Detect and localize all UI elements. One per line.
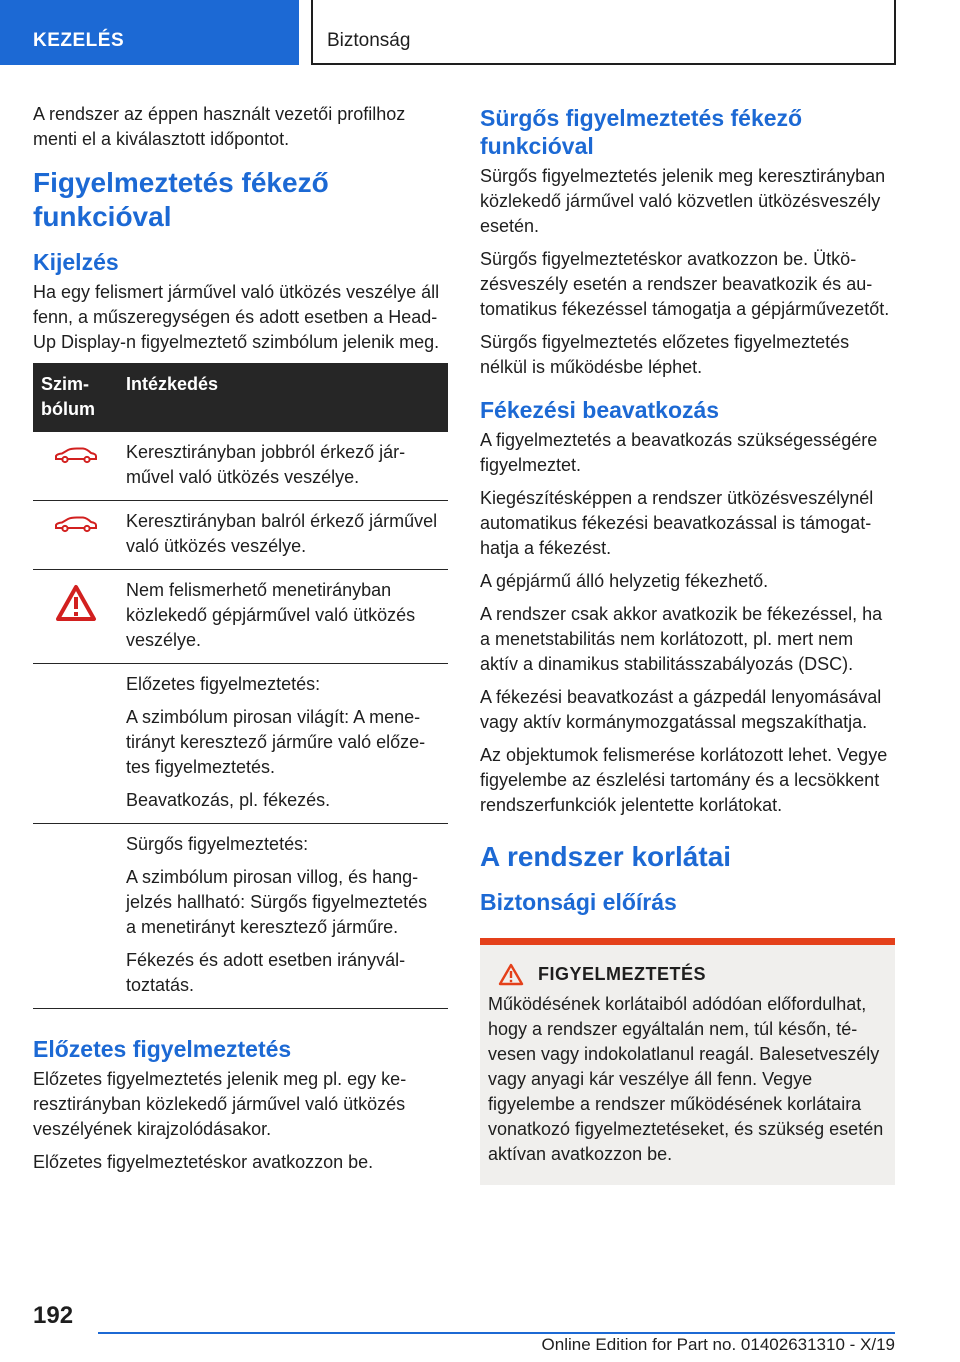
footer-edition: Online Edition for Part no. 01402631310 - X/19 (541, 1335, 895, 1354)
heading-system-limits: A rendszer korlátai (480, 841, 732, 872)
table-cell-text: Előzetes figyelmeztetés: (126, 674, 321, 694)
table-row (33, 570, 448, 664)
brake-paragraph-3: A gépjármű álló helyzetig fékezhető. (480, 571, 769, 591)
table-header-row (33, 363, 448, 432)
warning-triangle-icon (55, 584, 97, 622)
table-row (33, 501, 448, 570)
brake-paragraph-2: Kiegészítésképpen a rendszer ütközésveszélynél automatikus fékezési beavatkozással is támogathatja a fékezést. (480, 488, 874, 558)
heading-urgent-warning: Sürgős figyelmeztetés fékező funkcióval (480, 105, 803, 159)
table-cell-text: Fékezés és adott esetben irányváltoztatás. (126, 950, 406, 995)
section-tab: KEZELÉS (0, 0, 299, 65)
warning-box (480, 938, 895, 1185)
brake-paragraph-6: Az objektumok felismerése korlátozott lehet. Vegye figyelembe az észlelési tartomány és a lecsökkent rendszerfunkciók jelentette korlátokat. (480, 745, 888, 815)
intro-paragraph: A rendszer az éppen használt vezetői profilhoz menti el a kiválasztott időpontot. (33, 104, 406, 149)
car-left-icon (53, 515, 99, 533)
brake-paragraph-5: A fékezési beavatkozást a gázpedál lenyomásával vagy aktív kormánymozgatással megszakíthatja. (480, 687, 882, 732)
table-cell-text: A szimbólum pirosan villog, és hangjelzés hallható: Sürgős figyelmeztetés a menetirányt keresztező járműre. (126, 867, 428, 937)
warning-triangle-icon (498, 963, 524, 986)
brake-paragraph-1: A figyelmeztetés a beavatkozás szükségességére figyelmeztet. (480, 430, 878, 475)
table-header-symbol: Szimbólum (33, 363, 118, 432)
urgent-paragraph-1: Sürgős figyelmeztetés jelenik meg keresztirányban közlekedő járművel való közvetlen ütközésveszély esetén. (480, 166, 886, 236)
car-right-icon (53, 446, 99, 464)
display-paragraph: Ha egy felismert járművel való ütközés veszélye áll fenn, a műszeregységen és adott esetben a Head-Up Display-n figyelmeztető szimbólum jelenik meg. (33, 282, 440, 352)
heading-warning-braking: Figyelmeztetés fékező funkcióval (33, 167, 329, 232)
brake-paragraph-4: A rendszer csak akkor avatkozik be fékezéssel, ha a menetstabilitás nem korlátozott, pl. mert nem aktív a dinamikus stabilitásszabályozás (DSC). (480, 604, 883, 674)
right-column (480, 102, 895, 1185)
heading-brake-intervention: Fékezési beavatkozás (480, 397, 720, 423)
left-column (33, 102, 448, 1183)
topic-header: Biztonság (311, 0, 896, 65)
heading-safety-note: Biztonsági előírás (480, 889, 677, 915)
footer-divider (98, 1332, 895, 1334)
table-cell-text: Keresztirányban jobbról érkező járművel való ütközés veszélye. (126, 442, 406, 487)
page-number: 192 (33, 1302, 74, 1329)
warning-text: Működésének korlátaiból adódóan előfordulhat, hogy a rendszer egyáltalán nem, túl későn, tévesen vagy indokolatlanul reagál. Balesetveszély vagy anyagi kár veszélye áll fenn. Vegye figyelembe a rendszer működésének korlátaira vonatkozó figyelmeztetéseket, és szükség esetén aktívan avatkozzon be. (488, 994, 884, 1164)
heading-pre-warning: Előzetes figyelmeztetés (33, 1036, 292, 1062)
table-cell-text: Keresztirányban balról érkező járművel való ütközés veszélye. (126, 511, 438, 556)
table-row (33, 432, 448, 501)
symbol-table (33, 363, 448, 1009)
table-cell-text: A szimbólum pirosan világít: A menetirányt keresztező járműre való előzetes figyelmeztetés. (126, 707, 426, 777)
table-cell-text: Beavatkozás, pl. fékezés. (126, 790, 331, 810)
table-cell-text: Nem felismerhető menetirányban közlekedő gépjárművel való ütközés veszélye. (126, 580, 416, 650)
table-row (33, 824, 448, 1009)
warning-title: FIGYELMEZTETÉS (538, 964, 707, 984)
table-row (33, 664, 448, 824)
pre-warning-paragraph-2: Előzetes figyelmeztetéskor avatkozzon be. (33, 1152, 374, 1172)
heading-display: Kijelzés (33, 249, 119, 275)
table-header-action: Intézkedés (118, 363, 448, 432)
pre-warning-paragraph-1: Előzetes figyelmeztetés jelenik meg pl. egy keresztirányban közlekedő járművel való ütközés veszélyének kirajzolódásakor. (33, 1069, 407, 1139)
urgent-paragraph-3: Sürgős figyelmeztetés előzetes figyelmeztetés nélkül is működésbe léphet. (480, 332, 850, 377)
table-cell-text: Sürgős figyelmeztetés: (126, 834, 309, 854)
urgent-paragraph-2: Sürgős figyelmeztetéskor avatkozzon be. Ütközésveszély esetén a rendszer beavatkozik és automatikus fékezéssel támogatja a gépjárművezetőt. (480, 249, 890, 319)
